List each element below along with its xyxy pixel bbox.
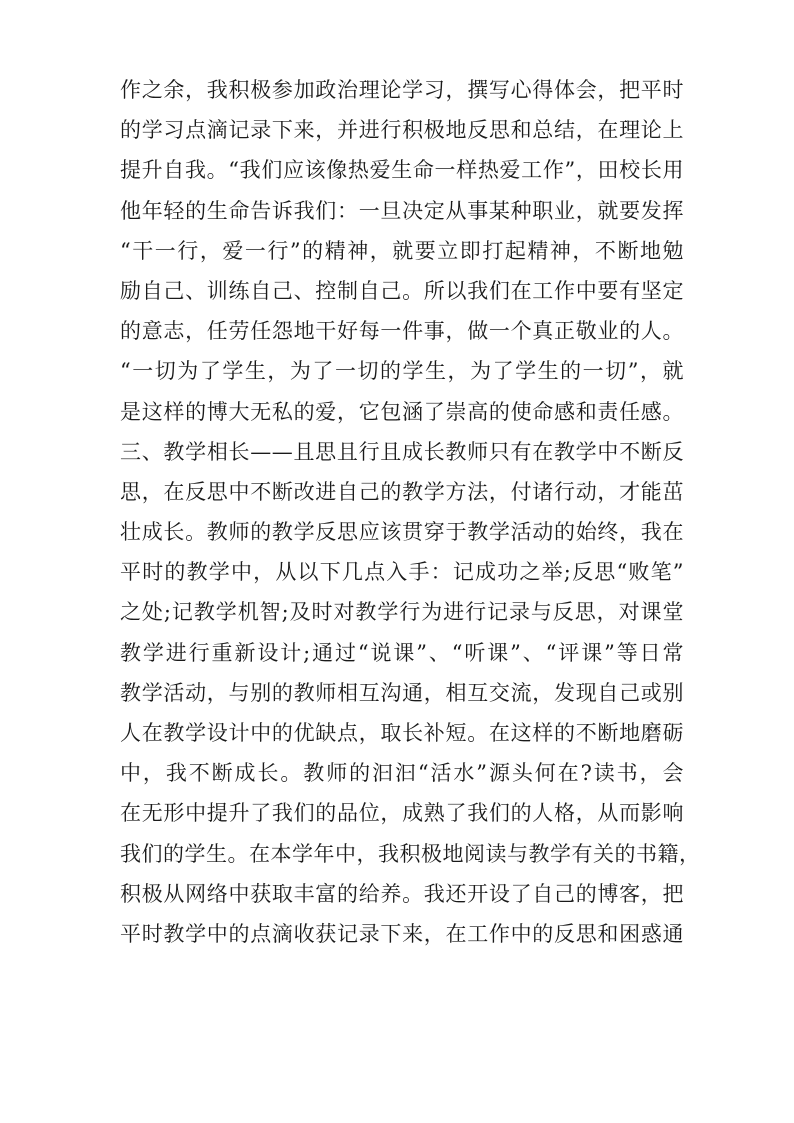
section-heading-line: 三、教学相长——且思且行且成长教师只有在教学中不断反 xyxy=(120,439,684,464)
text-line: 之处;记教学机智;及时对教学行为进行记录与反思，对课堂 xyxy=(120,600,684,625)
text-line: 教学活动，与别的教师相互沟通，相互交流，发现自己或别 xyxy=(120,680,684,705)
text-line: 思，在反思中不断改进自己的教学方法，付诸行动，才能茁 xyxy=(120,479,684,504)
text-line: 平时教学中的点滴收获记录下来，在工作中的反思和困惑通 xyxy=(120,921,684,946)
text-line: 作之余，我积极参加政治理论学习，撰写心得体会，把平时 xyxy=(120,78,684,102)
body-text xyxy=(120,70,701,954)
text-line: “干一行，爱一行”的精神，就要立即打起精神，不断地勉 xyxy=(120,238,684,263)
text-line: 他年轻的生命告诉我们：一旦决定从事某种职业，就要发挥 xyxy=(120,198,684,223)
text-line: 中，我不断成长。教师的汩汩“活水”源头何在?读书，会 xyxy=(120,761,684,786)
text-line: 积极从网络中获取丰富的给养。我还开设了自己的博客，把 xyxy=(120,881,684,906)
text-line: 的学习点滴记录下来，并进行积极地反思和总结，在理论上 xyxy=(120,118,684,143)
text-line: 励自己、训练自己、控制自己。所以我们在工作中要有坚定 xyxy=(120,278,684,303)
text-line: 的意志，任劳任怨地干好每一件事，做一个真正敬业的人。 xyxy=(120,319,684,344)
text-line: 壮成长。教师的教学反思应该贯穿于教学活动的始终，我在 xyxy=(120,520,684,545)
text-line: “一切为了学生，为了一切的学生，为了学生的一切”，就 xyxy=(120,359,684,384)
text-line: 提升自我。“我们应该像热爱生命一样热爱工作”，田校长用 xyxy=(120,158,684,183)
text-line: 是这样的博大无私的爱，它包涵了崇高的使命感和责任感。 xyxy=(120,399,684,424)
text-line: 人在教学设计中的优缺点，取长补短。在这样的不断地磨砺 xyxy=(120,721,684,745)
text-line: 平时的教学中，从以下几点入手：记成功之举;反思“败笔” xyxy=(120,560,684,585)
text-line: 在无形中提升了我们的品位，成熟了我们的人格，从而影响 xyxy=(120,801,684,826)
text-line: 教学进行重新设计;通过“说课”、“听课”、“评课”等日常 xyxy=(120,640,684,665)
text-line: 我们的学生。在本学年中，我积极地阅读与教学有关的书籍， xyxy=(120,841,701,866)
